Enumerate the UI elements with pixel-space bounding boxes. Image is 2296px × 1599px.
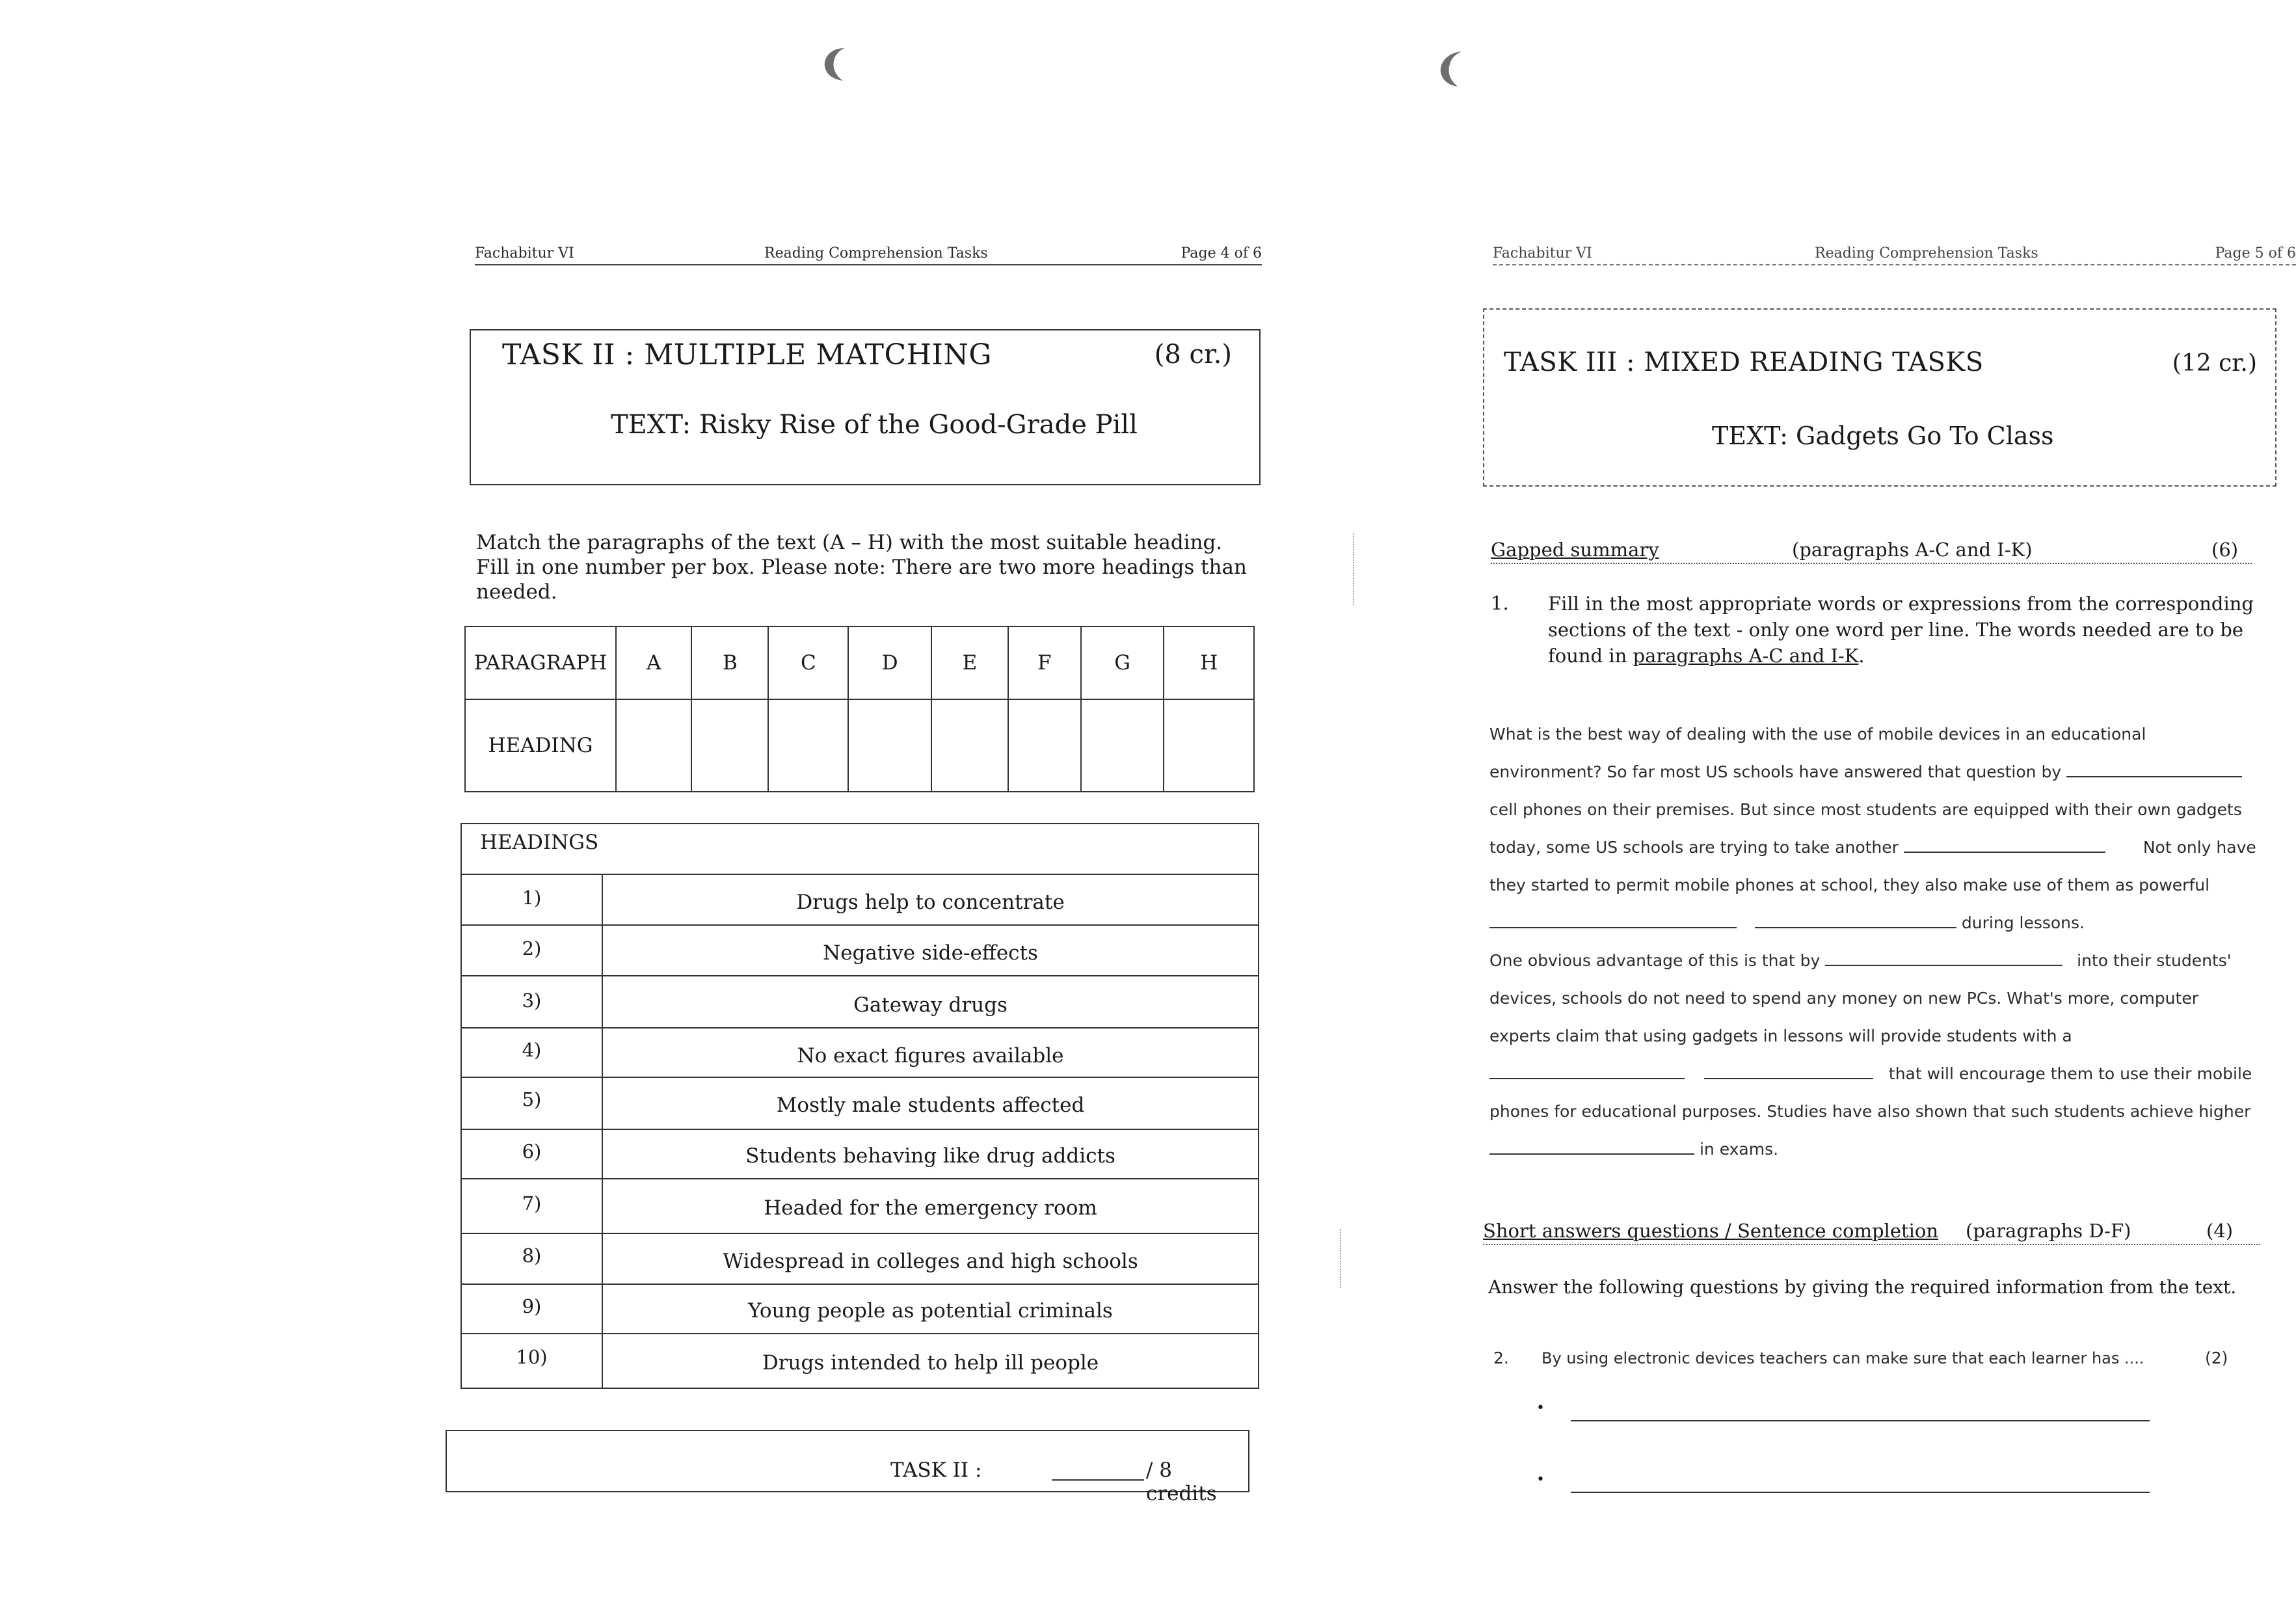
heading-item <box>462 1178 1258 1234</box>
summary-line: What is the best way of dealing with the use of mobile devices in an educational <box>1489 725 2146 744</box>
heading-item <box>462 1027 1258 1078</box>
heading-number: 5) <box>522 1088 542 1110</box>
task-credits: (8 cr.) <box>1154 340 1232 370</box>
task-credits: (12 cr.) <box>2172 350 2257 377</box>
heading-answer-box[interactable] <box>1081 699 1164 792</box>
gapped-summary-range: (paragraphs A-C and I-K) <box>1792 539 2033 561</box>
short-answers-label: Short answers questions / Sentence completion <box>1483 1220 1939 1242</box>
task-title-box <box>470 329 1261 485</box>
running-header <box>475 234 1262 265</box>
summary-line <box>1489 904 2276 942</box>
summary-line <box>1489 1055 2276 1093</box>
task-title-box <box>1483 308 2276 487</box>
answer-line-1[interactable] <box>1571 1420 2150 1421</box>
header-center: Reading Comprehension Tasks <box>1815 245 2038 262</box>
short-answers-credits: (4) <box>2206 1220 2234 1242</box>
grid-letter: A <box>616 626 691 699</box>
gapped-summary-label: Gapped summary <box>1491 539 1659 561</box>
section-rule <box>1483 1244 2260 1245</box>
heading-number: 1) <box>522 887 542 909</box>
heading-number: 7) <box>522 1192 542 1215</box>
short-answers-range: (paragraphs D-F) <box>1966 1220 2131 1242</box>
heading-answer-box[interactable] <box>691 699 768 792</box>
instructions: Match the paragraphs of the text (A – H) with the most suitable heading. Fill in one number per box. Please note: There are two more headings than needed. <box>476 531 1247 604</box>
headings-list <box>461 823 1259 1389</box>
gap-7[interactable] <box>1704 1065 1873 1079</box>
bullet-icon: • <box>1536 1400 1545 1416</box>
heading-item <box>462 1077 1258 1130</box>
summary-text: One obvious advantage of this is that by <box>1489 951 1821 970</box>
heading-number: 3) <box>522 989 542 1012</box>
score-label: TASK II : <box>890 1458 982 1482</box>
punch-hole-right <box>1434 49 1469 88</box>
answer-line-2[interactable] <box>1571 1492 2150 1493</box>
heading-item <box>462 1333 1258 1388</box>
grid-letter: E <box>931 626 1008 699</box>
summary-line: cell phones on their premises. But since most students are equipped with their own gadgets <box>1489 800 2242 819</box>
heading-number: 8) <box>522 1244 542 1267</box>
heading-item <box>462 975 1258 1028</box>
score-box <box>446 1430 1249 1505</box>
heading-text: Negative side-effects <box>823 941 1038 965</box>
heading-text: Mostly male students affected <box>776 1094 1085 1117</box>
grid-row-label-paragraph: PARAGRAPH <box>465 626 616 699</box>
gapped-instruction-text: Fill in the most appropriate words or expressions from the corresponding sections of the text - only one word per line. The words needed are to be found in <box>1548 593 2254 667</box>
grid-letter: H <box>1164 626 1254 699</box>
grid-letter: C <box>768 626 848 699</box>
heading-text: Students behaving like drug addicts <box>745 1144 1115 1168</box>
heading-text: Young people as potential criminals <box>748 1299 1113 1323</box>
summary-text: that will encourage them to use their mobile <box>1888 1064 2252 1083</box>
summary-text: today, some US schools are trying to take another <box>1489 838 1899 857</box>
gap-3[interactable] <box>1489 914 1737 928</box>
summary-line: they started to permit mobile phones at school, they also make use of them as powerful <box>1489 876 2210 894</box>
heading-number: 2) <box>522 937 542 960</box>
section-rule <box>1491 563 2252 564</box>
heading-answer-box[interactable] <box>848 699 931 792</box>
gap-5[interactable] <box>1825 952 2062 966</box>
margin-mark <box>1340 1229 1345 1288</box>
grid-letter: D <box>848 626 931 699</box>
heading-text: No exact figures available <box>797 1044 1064 1068</box>
task-text-title: TEXT: Gadgets Go To Class <box>1712 422 2054 450</box>
heading-item <box>462 924 1258 976</box>
grid-row-label-heading: HEADING <box>465 699 616 792</box>
gap-6[interactable] <box>1489 1065 1685 1079</box>
gap-4[interactable] <box>1755 914 1956 928</box>
heading-item <box>462 1129 1258 1179</box>
summary-line: experts claim that using gadgets in lessons will provide students with a <box>1489 1027 2072 1045</box>
header-center: Reading Comprehension Tasks <box>764 245 988 262</box>
gapped-paragraph-ref: paragraphs A-C and I-K <box>1633 645 1859 667</box>
summary-text: Not only have <box>2142 838 2256 857</box>
heading-answer-box[interactable] <box>1008 699 1081 792</box>
gap-2[interactable] <box>1904 839 2105 853</box>
short-answers-instruction: Answer the following questions by giving the required information from the text. <box>1488 1276 2237 1298</box>
header-page-number: Page 5 of 6 <box>2215 245 2296 262</box>
heading-text: Headed for the emergency room <box>764 1196 1097 1220</box>
bullet-icon: • <box>1536 1471 1545 1488</box>
grid-letter: F <box>1008 626 1081 699</box>
header-left: Fachabitur VI <box>1493 245 1592 262</box>
summary-line <box>1489 829 2276 867</box>
heading-item <box>462 1283 1258 1334</box>
heading-answer-box[interactable] <box>768 699 848 792</box>
question-number: 1. <box>1491 592 1509 614</box>
question-number: 2. <box>1493 1349 1509 1367</box>
summary-text: in exams. <box>1699 1140 1779 1159</box>
summary-text: into their students' <box>2077 951 2232 970</box>
task-text-title: TEXT: Risky Rise of the Good-Grade Pill <box>611 410 1138 440</box>
heading-item <box>462 874 1258 926</box>
header-page-number: Page 4 of 6 <box>1181 245 1262 262</box>
gapped-instruction-end: . <box>1858 645 1865 667</box>
headings-title: HEADINGS <box>480 831 599 854</box>
score-suffix: / 8 credits <box>1146 1458 1217 1505</box>
heading-answer-box[interactable] <box>931 699 1008 792</box>
heading-answer-box[interactable] <box>1164 699 1254 792</box>
heading-text: Gateway drugs <box>853 993 1008 1017</box>
heading-text: Widespread in colleges and high schools <box>723 1250 1138 1273</box>
question-text: By using electronic devices teachers can make sure that each learner has .... <box>1542 1349 2144 1367</box>
heading-number: 10) <box>516 1346 548 1368</box>
header-left: Fachabitur VI <box>475 245 574 262</box>
gapped-summary-credits: (6) <box>2211 539 2239 561</box>
task-title: TASK III : MIXED READING TASKS <box>1504 347 1984 377</box>
heading-item <box>462 1233 1258 1285</box>
summary-text: environment? So far most US schools have answered that question by <box>1489 762 2062 781</box>
gapped-summary-text <box>1489 716 2276 1168</box>
summary-line <box>1489 1131 2276 1168</box>
gapped-instructions <box>1548 591 2270 669</box>
score-field[interactable] <box>1052 1479 1144 1481</box>
heading-number: 6) <box>522 1140 542 1162</box>
heading-number: 4) <box>522 1039 542 1061</box>
grid-letter: B <box>691 626 768 699</box>
summary-text: during lessons. <box>1961 913 2085 932</box>
punch-hole-left <box>818 44 853 83</box>
summary-line: phones for educational purposes. Studies have also shown that such students achieve higher <box>1489 1102 2251 1121</box>
heading-answer-box[interactable] <box>616 699 691 792</box>
summary-line: devices, schools do not need to spend any money on new PCs. What's more, computer <box>1489 989 2198 1008</box>
answer-grid <box>464 626 1255 792</box>
gap-1[interactable] <box>2066 763 2242 777</box>
summary-line <box>1489 942 2276 980</box>
task-title: TASK II : MULTIPLE MATCHING <box>502 338 993 371</box>
summary-line <box>1489 753 2276 791</box>
running-header <box>1493 234 2296 265</box>
heading-number: 9) <box>522 1295 542 1317</box>
margin-mark <box>1353 533 1358 605</box>
heading-text: Drugs intended to help ill people <box>762 1351 1099 1375</box>
heading-text: Drugs help to concentrate <box>796 891 1065 914</box>
grid-letter: G <box>1081 626 1164 699</box>
gap-8[interactable] <box>1489 1140 1694 1155</box>
question-credits: (2) <box>2205 1349 2228 1367</box>
